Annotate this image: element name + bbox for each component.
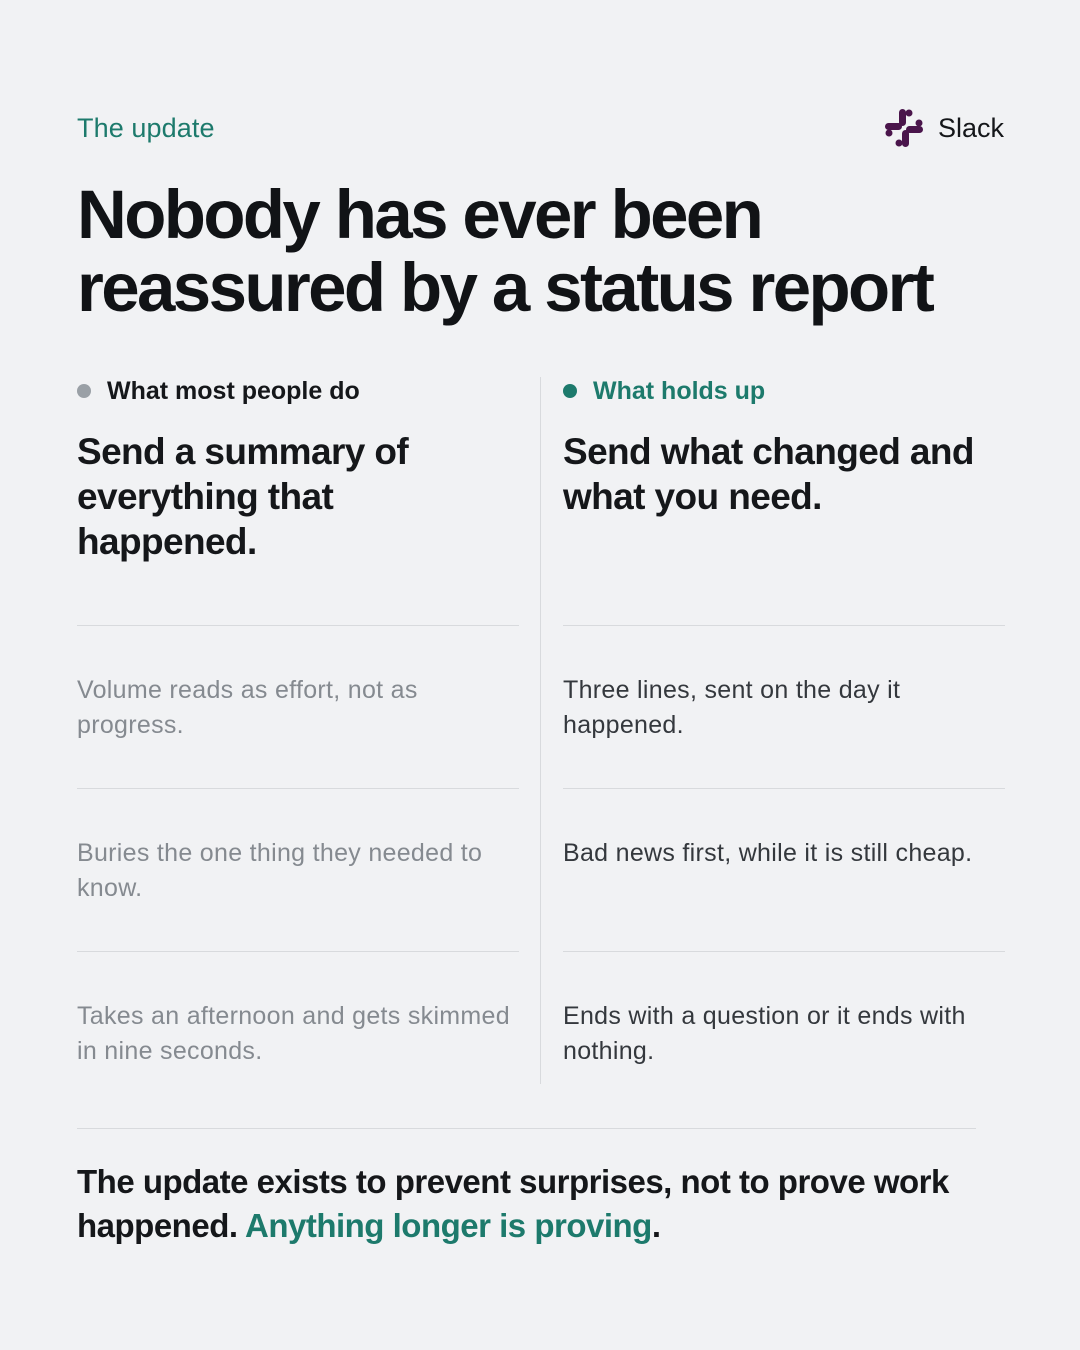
brand — [884, 108, 1004, 148]
footer-divider — [77, 1128, 976, 1129]
column-point: Buries the one thing they needed to know. — [77, 788, 519, 951]
column-heading: Send what changed and what you need. — [563, 431, 974, 517]
headline-line-1: Nobody has ever been — [77, 176, 762, 253]
column-better-approach — [563, 375, 1005, 1114]
column-heading: Send a summary of everything that happened. — [77, 431, 409, 562]
column-common-approach — [77, 375, 519, 1114]
headline-line-2: reassured by a status report — [77, 249, 933, 326]
grey-dot-icon — [77, 384, 91, 398]
column-divider — [540, 377, 541, 1084]
column-label — [77, 375, 519, 407]
column-point: Ends with a question or it ends with nothing. — [563, 951, 1005, 1114]
column-label-text: What holds up — [593, 376, 766, 405]
footer-text: The update exists to prevent surprises, not to prove work happened. — [77, 1163, 949, 1244]
column-label — [563, 375, 1005, 407]
slack-logo-icon — [884, 108, 924, 148]
brand-name: Slack — [937, 112, 1004, 143]
green-dot-icon — [563, 384, 577, 398]
column-point: Takes an afternoon and gets skimmed in nine seconds. — [77, 951, 519, 1114]
column-point: Three lines, sent on the day it happened. — [563, 625, 1005, 788]
column-point: Volume reads as effort, not as progress. — [77, 625, 519, 788]
eyebrow-label: The update — [77, 113, 215, 143]
footer-accent: Anything longer is proving — [244, 1207, 652, 1244]
footer-statement — [77, 1160, 1007, 1248]
footer-end: . — [651, 1207, 661, 1244]
headline — [77, 178, 1037, 324]
column-label-text: What most people do — [107, 376, 360, 405]
column-point: Bad news first, while it is still cheap. — [563, 788, 1005, 951]
